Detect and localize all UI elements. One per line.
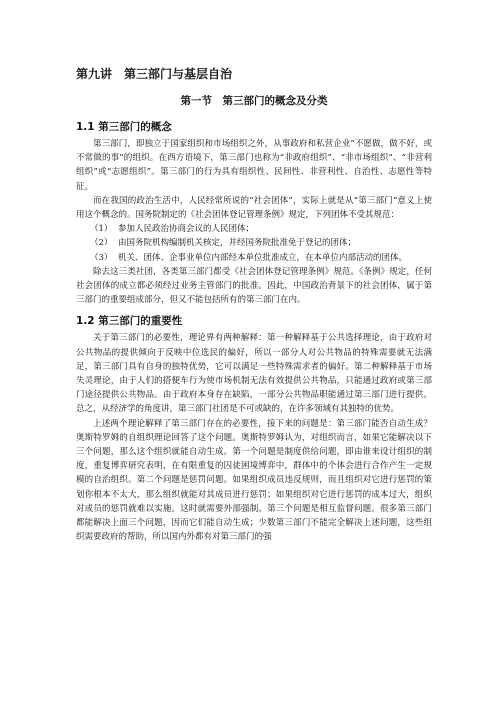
subsection-heading-concept: 1.1 第三部门的概念 (76, 121, 172, 133)
paragraph: 上述两个理论解释了第三部门存在的必要性，接下来的问题是：第三部门能否自动生成？奥斯特罗姆的自组织理论回答了这个问题。奥斯特罗姆认为，对组织而言，如果它能解决以下三个问题，那么这个组织就能自动生成。第一个问题是制度供给问题，即由谁来设计组织的制度，重复博弈研究表明，在有限重复的囚徒困境博弈中，群体中的个体会进行合作产生一定规模的自治组织。第二个问题是惩罚问题。如果组织成员违反规则，而且组织对它进行惩罚的策划你根本不太大，那么组织就能对其成员进行惩罚；如果组织对它进行惩罚的成本过大，组织对成员的惩罚就难以实施。这时就需要外部强制。第三个问题是相互监督问题。很多第三部门都能解决上面三个问题，因而它们能自动生成；少数第三部门不能完全解决上述问题，这些组织需要政府的帮助，所以国内外都有对第三部门的强 (76, 418, 432, 543)
list-item (76, 236, 432, 250)
list-text: 由国务院机构编制机关核定，并经国务院批准免于登记的团体； (118, 238, 357, 249)
list-item (76, 222, 432, 236)
subsection-heading-importance: 1.2 第三部门的重要性 (76, 315, 183, 328)
paragraph: 关于第三部门的必要性，理论界有两种解释：第一种解释基于公共选择理论，由于政府对公共物品的提供倾向于反映中位选民的偏好，所以一部分人对公共物品的特殊需要就无法满足，第三部门具有自身的独特优势，它可以满足一些特殊需求者的偏好。第二种解释基于市场失灵理论，由于人们的搭便车行为使市场机制无法有效提供公共物品，只能通过政府或第三部门途径提供公共物品。由于政府本身存在缺陷，一部分公共物品职能通过第三部门进行提供。总之，从经济学的角度讲，第三部门社团是不可或缺的，在许多领域有其独特的优势。 (76, 333, 432, 415)
paragraph: 除去这三类社团，各类第三部门都受《社会团体登记管理条例》规范。《条例》规定，任何社会团体的成立都必须经过业务主管部门的批准。因此，中国政治背景下的社会团体，属于第三部门的重要组成部分，但又不能包括所有的第三部门在内。 (76, 266, 432, 306)
chapter-title: 第九讲 第三部门与基层自治 (76, 67, 233, 81)
list-number: （2） (90, 238, 113, 249)
paragraph: 第三部门，即独立于国家组织和市场组织之外，从事政府和私营企业“不愿做，做不好，或不常做的事”的组织。在西方语境下，第三部门也称为“非政府组织”、“非市场组织”、“非营利组织”或“志愿组织”。第三部门的行为具有组织性、民间性、非营利性、自治性、志愿性等特征。 (76, 139, 432, 192)
paragraph: 而在我国的政治生活中，人民经常所说的“社会团体”，实际上就是从“第三部门”意义上使用这个概念的。国务院制定的《社会团体登记管理条例》规定，下列团体不受其规范： (76, 195, 432, 221)
list-number: （3） (90, 252, 113, 263)
list-text: 参加人民政治协商会议的人民团体； (118, 224, 255, 235)
list-number: （1） (90, 224, 113, 235)
section-title: 第一节 第三部门的概念及分类 (180, 95, 328, 107)
list-item (76, 251, 432, 265)
list-text: 机关、团体、企事业单位内部经本单位批准成立，在本单位内部活动的团体。 (118, 252, 408, 263)
